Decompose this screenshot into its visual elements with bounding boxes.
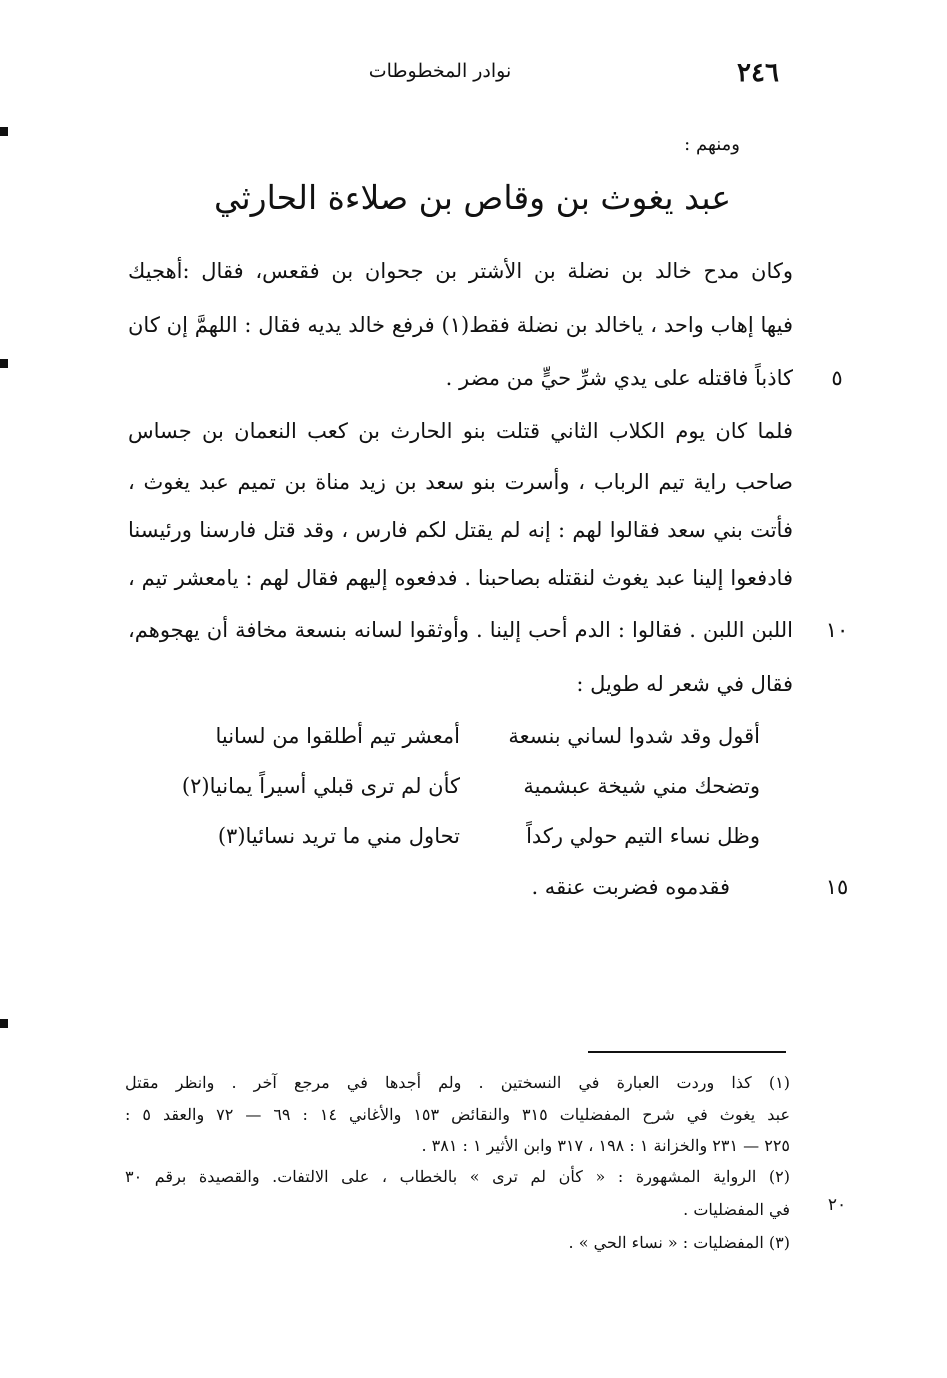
section-title: عبد يغوث بن وقاص بن صلاءة الحارثي (213, 178, 732, 217)
verse-first-hemistich: وتضحك مني شيخة عبشمية (523, 774, 760, 798)
line-number-20: ٢٠ (827, 1195, 847, 1215)
intro-label: ومنهم : (684, 134, 740, 155)
binding-mark (0, 359, 8, 368)
verse-row (160, 764, 760, 808)
page-number: ٢٤٦ (737, 58, 779, 88)
closing-line: فقدموه فضربت عنقه . (531, 875, 730, 899)
binding-mark (0, 1019, 8, 1028)
binding-mark (0, 127, 8, 136)
verse-row (160, 714, 760, 758)
verse-second-hemistich: تحاول مني ما تريد نسائيا(٣) (217, 824, 460, 848)
footnote-line: عبد يغوث في شرح المفضليات ٣١٥ والنقائض ١٥٣ والأغاني ١٤ : ٦٩ — ٧٢ والعقد ٥ : (125, 1105, 790, 1124)
body-line: كاذباً فاقتله على يدي شرِّ حيٍّ من مضر . (445, 366, 793, 390)
body-line: وكان مدح خالد بن نضلة بن الأشتر بن جحوان بن فقعس، فقال :أهجيك (128, 259, 793, 283)
body-line: اللبن اللبن . فقالوا : الدم أحب إلينا . وأوثقوا لسانه بنسعة مخافة أن يهجوهم، (128, 618, 793, 642)
body-line: فادفعوا إلينا عبد يغوث لنقتله بصاحبنا . فدفعوه إليهم فقال لهم : يامعشر تيم ، (128, 566, 793, 590)
body-line: فلما كان يوم الكلاب الثاني قتلت بنو الحارث بن كعب النعمان بن جساس (128, 419, 793, 443)
footnote-line: (١) كذا وردت العبارة في النسختين . ولم أجدها في مرجع آخر . وانظر مقتل (125, 1073, 790, 1092)
footnote-divider (588, 1051, 786, 1053)
line-number-5: ٥ (831, 366, 843, 390)
footnote-line: في المفضليات . (683, 1200, 790, 1219)
verse-second-hemistich: أمعشر تيم أطلقوا من لسانيا (215, 724, 460, 748)
running-title: نوادر المخطوطات (368, 60, 512, 82)
verse-row (160, 814, 760, 858)
body-line: صاحب راية تيم الرباب ، وأسرت بنو سعد بن زيد مناة بن تميم عبد يغوث ، (128, 470, 793, 494)
line-number-10: ١٠ (825, 618, 849, 642)
body-line: فقال في شعر له طويل : (576, 672, 793, 696)
body-line: فأتت بني سعد فقالوا لهم : إنه لم يقتل لكم فارس ، وقد قتل فارسنا ورئيسنا (128, 518, 793, 542)
verse-first-hemistich: وظل نساء التيم حولي ركداً (526, 824, 760, 848)
verse-first-hemistich: أقول وقد شدوا لساني بنسعة (508, 724, 760, 748)
footnote-line: (٣) المفضليات : « نساء الحي » . (568, 1233, 790, 1252)
line-number-15: ١٥ (825, 875, 849, 899)
body-line: فيها إهاب واحد ، ياخالد بن نضلة فقط(١) فرفع خالد يديه فقال : اللهمَّ إن كان (128, 313, 793, 337)
verse-second-hemistich: كأن لم ترى قبلي أسيراً يمانيا(٢) (181, 774, 460, 798)
footnote-line: ٢٢٥ — ٢٣١ والخزانة ١ : ١٩٨ ، ٣١٧ وابن الأثير ١ : ٣٨١ . (421, 1136, 790, 1155)
footnote-line: (٢) الرواية المشهورة : « كأن لم ترى » بالخطاب ، على الالتفات. والقصيدة برقم ٣٠ (125, 1167, 790, 1186)
